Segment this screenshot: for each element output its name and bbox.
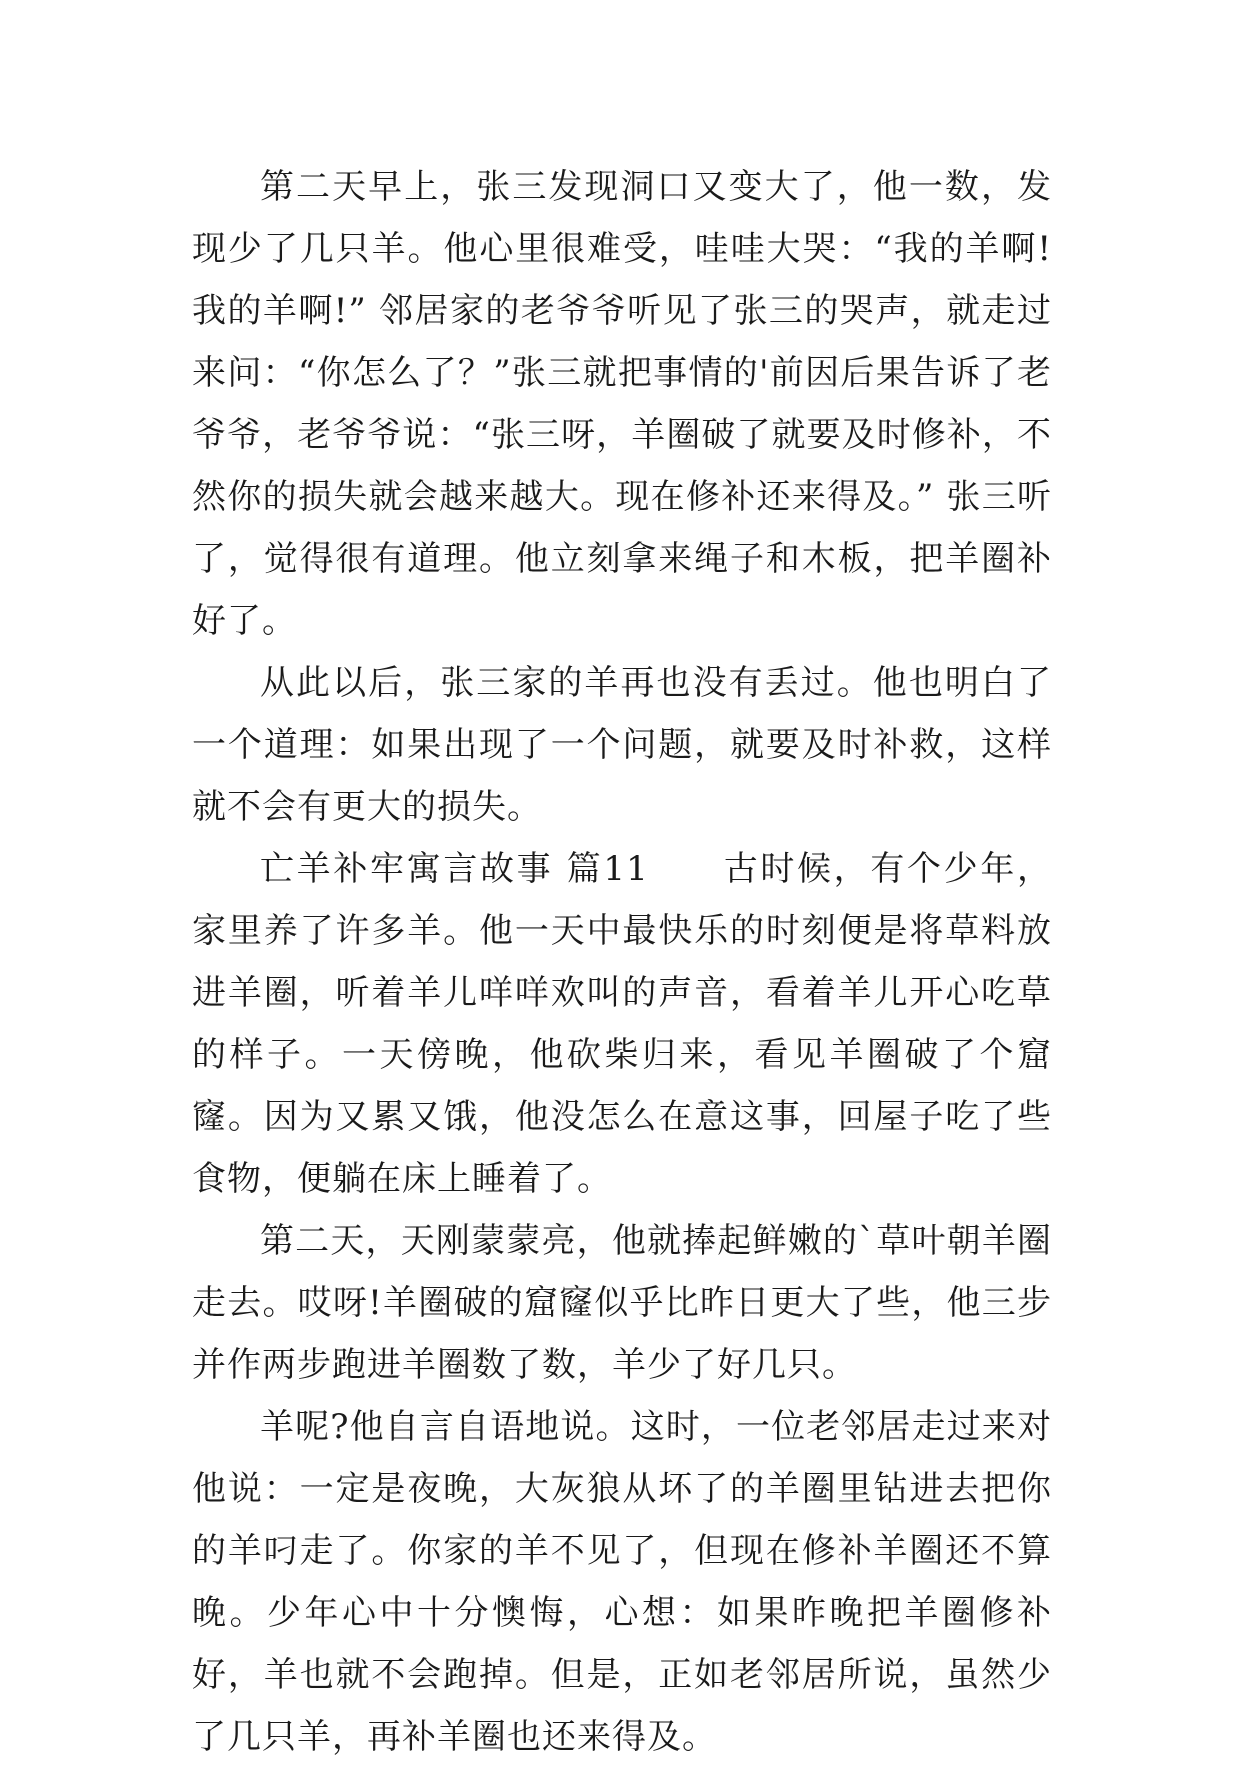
document-body <box>192 156 1052 1768</box>
paragraph-3: 亡羊补牢寓言故事 篇11 古时候，有个少年，家里养了许多羊。他一天中最快乐的时刻便是将草料放进羊圈，听着羊儿咩咩欢叫的声音，看着羊儿开心吃草的样子。一天傍晚，他砍柴归来，看见羊圈破了个窟窿。因为又累又饿，他没怎么在意这事，回屋子吃了些食物，便躺在床上睡着了。 <box>192 849 1052 1199</box>
paragraph-2: 从此以后，张三家的羊再也没有丢过。他也明白了一个道理：如果出现了一个问题，就要及时补救，这样就不会有更大的损失。 <box>192 663 1052 827</box>
paragraph-4: 第二天，天刚蒙蒙亮，他就捧起鲜嫩的`草叶朝羊圈走去。哎呀!羊圈破的窟窿似乎比昨日更大了些，他三步并作两步跑进羊圈数了数，羊少了好几只。 <box>192 1221 1052 1385</box>
paragraph-1: 第二天早上，张三发现洞口又变大了，他一数，发现少了几只羊。他心里很难受，哇哇大哭：“我的羊啊!我的羊啊!” 邻居家的老爷爷听见了张三的哭声，就走过来问：“你怎么了？”张三就把事情的'前因后果告诉了老爷爷，老爷爷说：“张三呀，羊圈破了就要及时修补，不然你的损失就会越来越大。现在修补还来得及。” 张三听了，觉得很有道理。他立刻拿来绳子和木板，把羊圈补好了。 <box>192 167 1052 641</box>
paragraph-5: 羊呢?他自言自语地说。这时，一位老邻居走过来对他说：一定是夜晚，大灰狼从坏了的羊圈里钻进去把你的羊叼走了。你家的羊不见了，但现在修补羊圈还不算晚。少年心中十分懊悔，心想：如果昨晚把羊圈修补好，羊也就不会跑掉。但是，正如老邻居所说，虽然少了几只羊，再补羊圈也还来得及。 <box>192 1407 1052 1757</box>
